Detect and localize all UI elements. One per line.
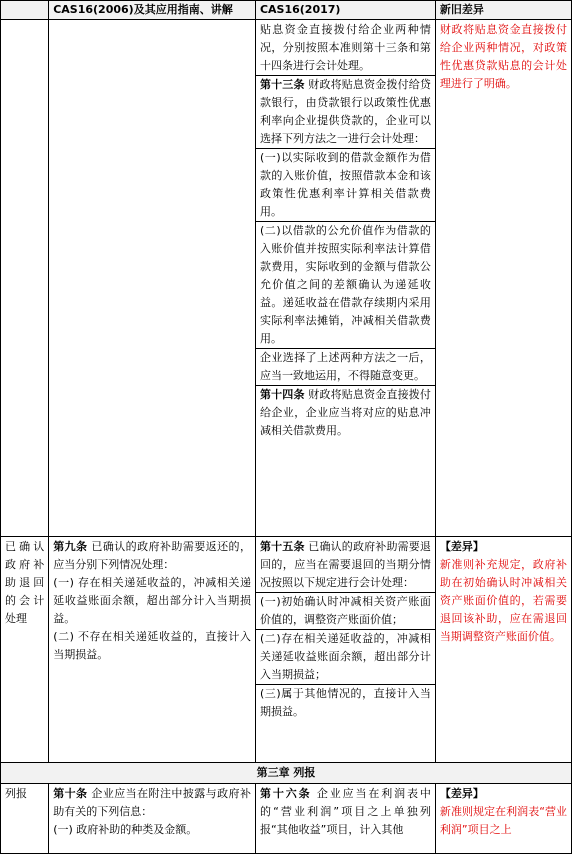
row2-topic-text: 已确认政府补助退回的会计处理 [5,540,45,625]
row3-topic-text: 列报 [5,787,27,800]
row3-diff-text: 新准则规定在利润表“营业利润”项目之上 [439,805,567,836]
header-row [1,1,572,20]
table-row [1,784,572,854]
row2-diff-text: 新准则补充规定，政府补助在初始确认时冲减相关资产账面价值的，若需要退回该补助，应在需退回当期调整资产账面价值。 [439,558,567,643]
row3-col2-para-0: 第十条 企业应当在附注中披露与政府补助有关的下列信息： [53,787,251,818]
chapter-title: 第三章 列报 [1,763,572,784]
row2-diff-title: 【差异】 [439,540,484,553]
row1-col3-para-5: 第十四条 财政将贴息资金直接拨付给企业，企业应当将对应的贴息冲减相关借款费用。 [256,385,435,440]
header-cell-topic [1,1,49,20]
row3-diff-cell [435,784,571,854]
row1-col3-para-3: (二)以借款的公允价值作为借款的入账价值并按照实际利率法计算借款费用，实际收到的金额与借款公允价值之间的差额确认为递延收益。递延收益在借款存续期内采用实际利率法摊销，冲减相关借款费用。 [256,221,435,348]
row1-topic-cell [1,20,49,537]
row3-diff-title: 【差异】 [439,787,484,800]
row2-topic-cell [1,537,49,763]
row1-cas2006-cell [49,20,256,537]
header-cell-diff: 新旧差异 [435,1,571,20]
row2-col3-para-2: (二)存在相关递延收益的，冲减相关递延收益账面余额，超出部分计入当期损益； [256,629,435,684]
chapter-row [1,763,572,784]
row1-col3-para-0: 贴息资金直接拨付给企业两种情况，分别按照本准则第十三条和第十四条进行会计处理。 [259,23,431,72]
row2-col2-para-1: (一) 存在相关递延收益的，冲减相关递延收益账面余额，超出部分计入当期损益。 [53,576,251,625]
row3-cas2006-cell [49,784,256,854]
row1-cas2017-cell [255,20,435,537]
table-row [1,20,572,537]
row2-diff-cell [435,537,571,763]
row3-topic-cell [1,784,49,854]
row2-cas2006-cell [49,537,256,763]
row1-col3-para-1: 第十三条 财政将贴息资金拨付给贷款银行，由贷款银行以政策性优惠利率向企业提供贷款的，企业可以选择下列方法之一进行会计处理： [256,75,435,148]
row2-col3-para-0: 第十五条 已确认的政府补助需要退回的，应当在需要退回的当期分情况按照以下规定进行会计处理： [259,540,431,589]
row2-col3-para-3: (三)属于其他情况的，直接计入当期损益。 [256,684,435,721]
row1-diff-cell [435,20,571,537]
row2-col3-para-1: (一)初始确认时冲减相关资产账面价值的，调整资产账面价值； [256,592,435,629]
row2-cas2017-cell [255,537,435,763]
row1-col3-para-2: (一)以实际收到的借款金额作为借款的入账价值，按照借款本金和该政策性优惠利率计算相关借款费用。 [256,148,435,221]
header-cell-cas2017: CAS16(2017) [255,1,435,20]
row2-col2-para-2: (二) 不存在相关递延收益的，直接计入当期损益。 [53,630,251,661]
table-row [1,537,572,763]
header-cell-cas2006: CAS16(2006)及其应用指南、讲解 [49,1,256,20]
row3-col2-para-1: (一) 政府补助的种类及金额。 [53,823,198,836]
row2-col2-para-0: 第九条 已确认的政府补助需要返还的，应当分别下列情况处理： [53,540,251,571]
row1-col3-para-4: 企业选择了上述两种方法之一后，应当一致地运用，不得随意变更。 [256,348,435,385]
row1-diff-text: 财政将贴息资金直接拨付给企业两种情况，对政策性优惠贷款贴息的会计处理进行了明确。 [439,23,567,90]
row3-cas2017-cell [255,784,435,854]
row3-col3-para-0: 第十六条 企业应当在利润表中的“营业利润”项目之上单独列报“其他收益”项目，计入其他 [259,787,431,836]
